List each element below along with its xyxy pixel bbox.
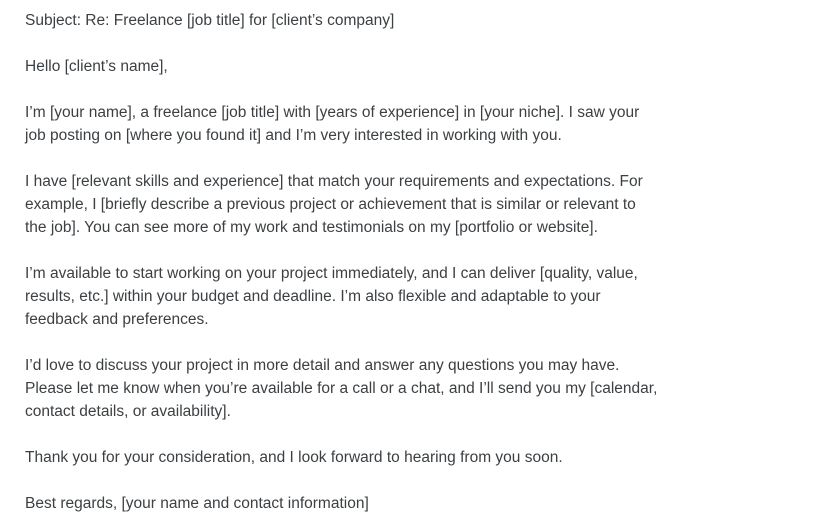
intro-paragraph — [25, 101, 812, 147]
skills-paragraph — [25, 170, 812, 239]
text-line: I’m [your name], a freelance [job title] with [years of experience] in [your niche]. I saw your — [25, 104, 640, 121]
text-line: job posting on [where you found it] and I’m very interested in working with you. — [25, 127, 562, 144]
text-line: the job]. You can see more of my work and testimonials on my [portfolio or website]. — [25, 219, 598, 236]
discussion-paragraph — [25, 354, 812, 423]
closing-paragraph: Thank you for your consideration, and I look forward to hearing from you soon. — [25, 449, 563, 466]
text-line: I have [relevant skills and experience] that match your requirements and expectations. For — [25, 173, 643, 190]
text-line: I’m available to start working on your project immediately, and I can deliver [quality, value, — [25, 265, 638, 282]
signature-line: Best regards, [your name and contact information] — [25, 495, 369, 512]
text-line: results, etc.] within your budget and deadline. I’m also flexible and adaptable to your — [25, 288, 601, 305]
text-line: feedback and preferences. — [25, 311, 209, 328]
subject-line: Subject: Re: Freelance [job title] for [client’s company] — [25, 12, 395, 29]
text-line: example, I [briefly describe a previous project or achievement that is similar or relevant to — [25, 196, 636, 213]
greeting: Hello [client’s name], — [25, 58, 168, 75]
availability-paragraph — [25, 262, 812, 331]
text-line: Please let me know when you’re available for a call or a chat, and I’ll send you my [calendar, — [25, 380, 658, 397]
text-line: contact details, or availability]. — [25, 403, 231, 420]
text-line: I’d love to discuss your project in more detail and answer any questions you may have. — [25, 357, 620, 374]
